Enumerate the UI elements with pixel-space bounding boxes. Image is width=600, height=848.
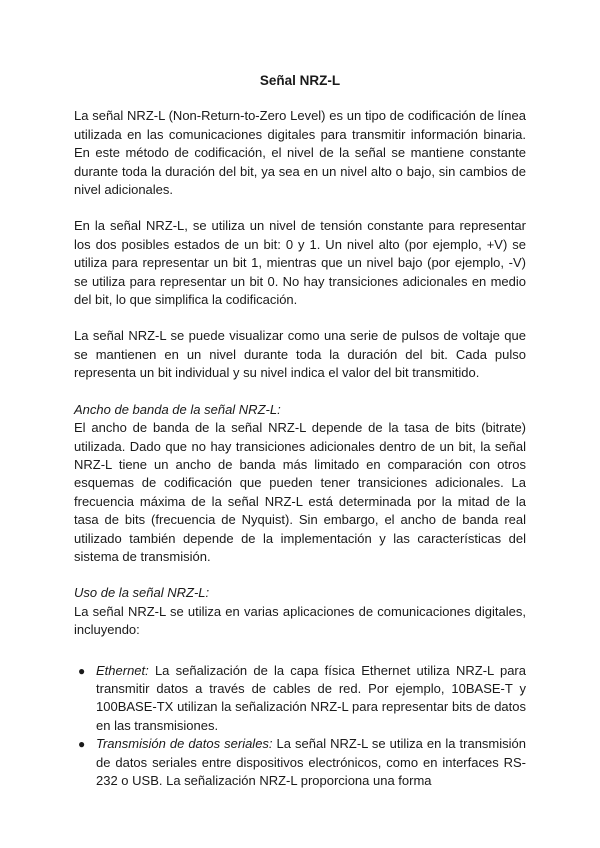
paragraph-bandwidth: El ancho de banda de la señal NRZ-L depende de la tasa de bits (bitrate) utilizada. Dado que no hay transiciones adicionales dentro de un bit, la señal NRZ-L tiene un ancho de banda más limitado en comparación con otros esquemas de codificación que pueden tener transiciones adicionales. La frecuencia máxima de la señal NRZ-L está determinada por la mitad de la tasa de bits (frecuencia de Nyquist). Sin embargo, el ancho de banda real utilizado también depende de la implementación y las características del sistema de transmisión. <box>74 420 526 564</box>
usage-list <box>74 662 526 791</box>
page-title: Señal NRZ-L <box>259 73 341 88</box>
paragraph-intro: La señal NRZ-L (Non-Return-to-Zero Level) es un tipo de codificación de línea utilizada en las comunicaciones digitales para transmitir información binaria. En este método de codificación, el nivel de la señal se mantiene constante durante toda la duración del bit, ya sea en un nivel alto o bajo, sin cambios de nivel adicionales. <box>74 108 526 198</box>
list-item-term: Transmisión de datos seriales: <box>96 736 273 752</box>
paragraph-usage-intro: La señal NRZ-L se utiliza en varias aplicaciones de comunicaciones digitales, incluyendo: <box>74 603 526 638</box>
bullet-icon: ● <box>78 737 86 752</box>
document-page <box>74 72 526 790</box>
section-heading-bandwidth: Ancho de banda de la señal NRZ-L: <box>74 401 281 417</box>
list-item-term: Ethernet: <box>96 662 149 678</box>
list-item-text: La señalización de la capa física Ethernet utiliza NRZ-L para transmitir datos a través de cables de red. Por ejemplo, 10BASE-T y 100BASE-TX utilizan la señalización NRZ-L para representar bits de datos en las transmisiones. <box>96 662 526 733</box>
section-heading-usage: Uso de la señal NRZ-L: <box>74 585 210 601</box>
list-item <box>78 735 526 790</box>
paragraph-voltage-levels: En la señal NRZ-L, se utiliza un nivel de tensión constante para representar los dos posibles estados de un bit: 0 y 1. Un nivel alto (por ejemplo, +V) se utiliza para representar un bit 1, mientras que un nivel bajo (por ejemplo, -V) se utiliza para representar un bit 0. No hay transiciones adicionales en medio del bit, lo que simplifica la codificación. <box>74 218 526 308</box>
bullet-icon: ● <box>78 663 86 678</box>
list-item <box>78 662 526 736</box>
list-item-text: La señal NRZ-L se utiliza en la transmisión de datos seriales entre dispositivos electrónicos, como en interfaces RS-232 o USB. La señalización NRZ-L proporciona una forma <box>96 736 526 788</box>
paragraph-visualization: La señal NRZ-L se puede visualizar como una serie de pulsos de voltaje que se mantienen en un nivel durante toda la duración del bit. Cada pulso representa un bit individual y su nivel indica el valor del bit transmitido. <box>74 328 526 381</box>
